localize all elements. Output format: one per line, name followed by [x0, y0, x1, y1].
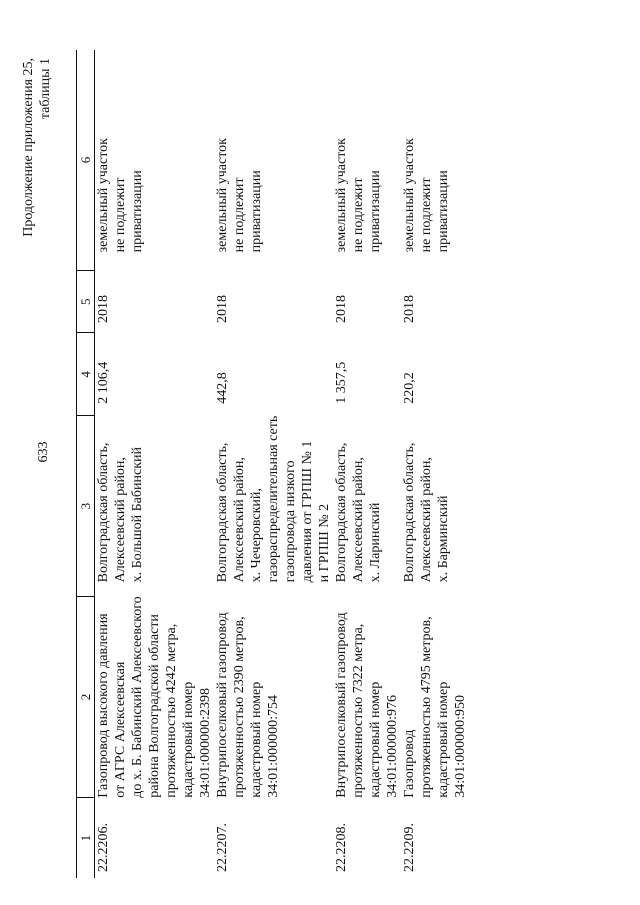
land-note — [95, 50, 215, 270]
object-description-line: кадастровый номер — [436, 681, 451, 798]
land-note-line: не подлежит — [113, 177, 128, 253]
rotated-page-content — [20, 28, 620, 878]
object-description-line: Внутрипоселковый газопровод — [215, 612, 230, 798]
column-header-6: 6 — [77, 50, 95, 270]
object-description — [401, 596, 469, 797]
object-location — [401, 416, 469, 597]
object-location-line: Волгоградская область, — [215, 442, 230, 583]
object-length: 2 106,4 — [96, 361, 111, 404]
object-length: 442,8 — [215, 372, 230, 404]
land-note-line: земельный участок — [96, 138, 111, 253]
object-location-line: газораспределительная сеть — [266, 415, 281, 583]
object-description-line: протяженностью 4242 метра, — [164, 623, 179, 798]
column-header-5: 5 — [77, 270, 95, 333]
object-location-line: Волгоградская область, — [96, 442, 111, 583]
land-note-line: приватизации — [249, 170, 264, 253]
caption-line-1: Продолжение приложения 25, — [21, 58, 36, 237]
page-number: 633 — [36, 441, 51, 463]
appendix-caption — [20, 58, 54, 378]
row-number: 22.2208. — [334, 823, 349, 872]
object-location-line: х. Чечеровский, — [249, 488, 264, 583]
object-location — [214, 416, 333, 597]
object-description-line: Газопровод высокого давления — [96, 613, 111, 798]
object-location-line: Алексеевский район, — [419, 457, 434, 583]
land-note-line: не подлежит — [419, 177, 434, 253]
table-header-row — [77, 50, 95, 878]
object-location — [333, 416, 401, 597]
object-location-line: газопровода низкого — [283, 460, 298, 583]
object-description-line: кадастровый номер — [368, 681, 383, 798]
object-location — [95, 416, 215, 597]
object-description-line: кадастровый номер — [249, 681, 264, 798]
object-description-line: протяженностью 2390 метров, — [232, 616, 247, 798]
object-description-line: 34:01:000000:976 — [385, 695, 400, 798]
object-description-line: от АГРС Алексеевская — [113, 661, 128, 798]
object-description-line: 34:01:000000:754 — [266, 695, 281, 798]
column-header-3: 3 — [77, 416, 95, 597]
register-table — [76, 50, 469, 878]
object-location-line: и ГРПШ № 2 — [317, 503, 332, 583]
row-number: 22.2206. — [96, 823, 111, 872]
object-location-line: Волгоградская область, — [402, 442, 417, 583]
column-header-4: 4 — [77, 333, 95, 416]
object-description-line: Внутрипоселковый газопровод — [334, 612, 349, 798]
object-location-line: Алексеевский район, — [232, 457, 247, 583]
object-description-line: до х. Б. Бабинский Алексеевского — [130, 596, 145, 798]
object-location-line: х. Ларинский — [368, 502, 383, 583]
object-year: 2018 — [334, 295, 349, 323]
land-note — [214, 50, 333, 270]
row-number: 22.2209. — [402, 823, 417, 872]
object-length: 1 357,5 — [334, 361, 349, 404]
row-number: 22.2207. — [215, 823, 230, 872]
column-header-1: 1 — [77, 798, 95, 878]
table-row — [401, 50, 469, 878]
land-note-line: не подлежит — [351, 177, 366, 253]
object-description-line: протяженностью 7322 метра, — [351, 623, 366, 798]
object-description-line: кадастровый номер — [181, 681, 196, 798]
object-description — [214, 596, 333, 797]
land-note-line: не подлежит — [232, 177, 247, 253]
object-description-line: района Волгоградской области — [147, 614, 162, 798]
object-location-line: х. Большой Бабинский — [130, 447, 145, 583]
column-header-2: 2 — [77, 596, 95, 797]
land-note — [401, 50, 469, 270]
land-note-line: земельный участок — [402, 138, 417, 253]
object-year: 2018 — [215, 295, 230, 323]
object-location-line: х. Барминский — [436, 495, 451, 583]
object-year: 2018 — [402, 295, 417, 323]
object-description-line: Газопровод — [402, 729, 417, 798]
land-note — [333, 50, 401, 270]
land-note-line: земельный участок — [215, 138, 230, 253]
object-length: 220,2 — [402, 372, 417, 404]
land-note-line: приватизации — [436, 170, 451, 253]
object-description-line: 34:01:000000:950 — [453, 695, 468, 798]
table-row — [214, 50, 333, 878]
object-description-line: протяженностью 4795 метров, — [419, 616, 434, 798]
object-description-line: 34:01:000000:2398 — [198, 688, 213, 798]
object-description — [95, 596, 215, 797]
caption-line-2: таблицы 1 — [38, 58, 53, 120]
object-location-line: Алексеевский район, — [113, 457, 128, 583]
object-location-line: давления от ГРПШ № 1 — [300, 440, 315, 583]
object-location-line: Алексеевский район, — [351, 457, 366, 583]
land-note-line: земельный участок — [334, 138, 349, 253]
table-row — [95, 50, 215, 878]
table-row — [333, 50, 401, 878]
object-location-line: Волгоградская область, — [334, 442, 349, 583]
land-note-line: приватизации — [368, 170, 383, 253]
land-note-line: приватизации — [130, 170, 145, 253]
object-year: 2018 — [96, 295, 111, 323]
object-description — [333, 596, 401, 797]
